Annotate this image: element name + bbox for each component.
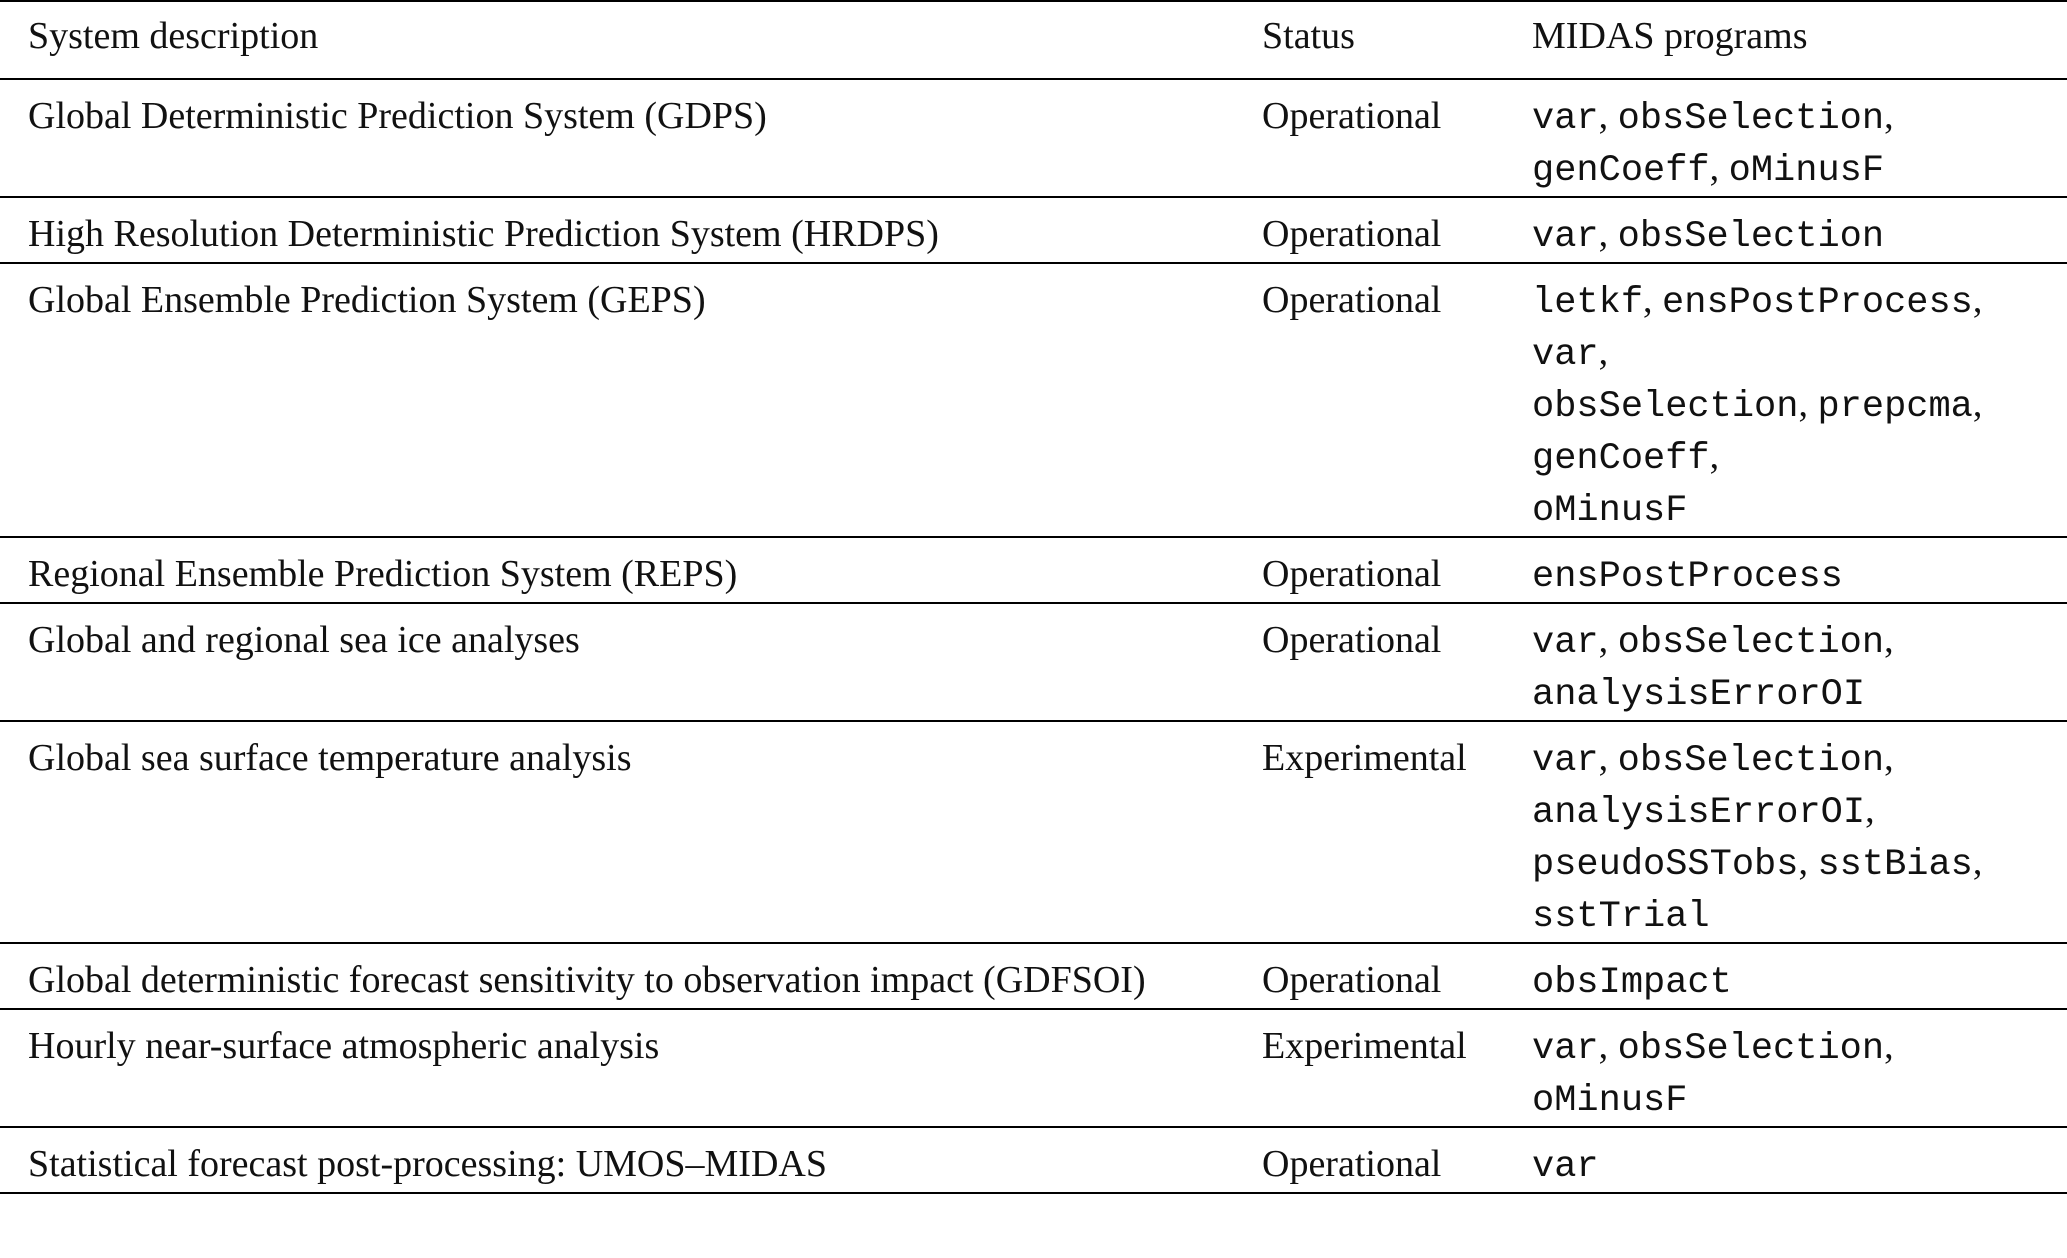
status-cell: Experimental — [1262, 721, 1532, 943]
table-row — [0, 1009, 2067, 1127]
program-separator: , — [1884, 95, 1894, 137]
midas-programs-cell — [1532, 943, 2067, 1009]
program-separator: , — [1643, 279, 1663, 321]
program-name: analysisErrorOI — [1532, 674, 1866, 716]
table-row — [0, 1127, 2067, 1193]
program-name: obsSelection — [1617, 98, 1885, 140]
program-line — [1532, 668, 2067, 720]
header-row — [0, 1, 2067, 79]
table-row — [0, 943, 2067, 1009]
program-separator: , — [1798, 383, 1818, 425]
table-row — [0, 721, 2067, 943]
program-line — [1532, 890, 2067, 942]
system-description-cell: Hourly near-surface atmospheric analysis — [0, 1009, 1262, 1127]
program-separator: , — [1709, 435, 1720, 477]
program-name: sstBias — [1817, 844, 1973, 886]
program-name: obsSelection — [1617, 740, 1885, 782]
system-description-cell: Regional Ensemble Prediction System (REPS) — [0, 537, 1262, 603]
program-line — [1532, 484, 2067, 536]
program-name: analysisErrorOI — [1532, 792, 1866, 834]
program-line — [1532, 210, 2067, 262]
program-separator: , — [1972, 383, 1983, 425]
program-separator: , — [1709, 147, 1729, 189]
system-description-cell: Global deterministic forecast sensitivity to observation impact (GDFSOI) — [0, 943, 1262, 1009]
status-cell: Operational — [1262, 263, 1532, 537]
status-cell: Operational — [1262, 1127, 1532, 1193]
table-header — [0, 1, 2067, 79]
program-name: oMinusF — [1532, 1080, 1688, 1122]
status-cell: Operational — [1262, 603, 1532, 721]
program-separator: , — [1972, 841, 1983, 883]
program-line — [1532, 838, 2067, 890]
program-separator: , — [1598, 331, 1609, 373]
program-line — [1532, 276, 2067, 328]
system-description-cell: Statistical forecast post-processing: UMOS–MIDAS — [0, 1127, 1262, 1193]
status-cell: Operational — [1262, 537, 1532, 603]
program-name: genCoeff — [1532, 438, 1710, 480]
midas-programs-cell — [1532, 537, 2067, 603]
system-description-cell: Global sea surface temperature analysis — [0, 721, 1262, 943]
midas-programs-cell — [1532, 263, 2067, 537]
program-name: obsSelection — [1532, 386, 1799, 428]
program-line — [1532, 432, 2067, 484]
program-line — [1532, 786, 2067, 838]
program-name: pseudoSSTobs — [1532, 844, 1799, 886]
program-separator: , — [1884, 619, 1894, 661]
program-name: var — [1532, 216, 1599, 258]
program-name: obsSelection — [1617, 1028, 1885, 1070]
program-separator: , — [1972, 279, 1983, 321]
program-name: var — [1532, 1146, 1599, 1188]
program-line — [1532, 1022, 2067, 1074]
program-line — [1532, 734, 2067, 786]
program-separator: , — [1884, 1025, 1894, 1067]
header-system-description: System description — [0, 1, 1262, 79]
program-separator: , — [1598, 213, 1618, 255]
program-name: var — [1532, 740, 1599, 782]
program-line — [1532, 144, 2067, 196]
program-name: var — [1532, 622, 1599, 664]
table-row — [0, 197, 2067, 263]
program-name: oMinusF — [1728, 150, 1885, 192]
program-line — [1532, 92, 2067, 144]
program-name: ensPostProcess — [1532, 556, 1843, 598]
system-description-cell: Global Ensemble Prediction System (GEPS) — [0, 263, 1262, 537]
program-name: var — [1532, 1028, 1599, 1070]
midas-programs-cell — [1532, 721, 2067, 943]
table-body — [0, 79, 2067, 1193]
program-separator: , — [1598, 619, 1618, 661]
program-name: sstTrial — [1532, 896, 1710, 938]
program-name: letkf — [1532, 282, 1644, 324]
program-line — [1532, 328, 2067, 380]
program-name: genCoeff — [1532, 150, 1710, 192]
system-description-cell: Global Deterministic Prediction System (GDPS) — [0, 79, 1262, 197]
program-line — [1532, 956, 2067, 1008]
program-line — [1532, 380, 2067, 432]
table-row — [0, 537, 2067, 603]
midas-programs-cell — [1532, 79, 2067, 197]
program-name: prepcma — [1817, 386, 1973, 428]
midas-programs-cell — [1532, 197, 2067, 263]
status-cell: Operational — [1262, 943, 1532, 1009]
program-separator: , — [1865, 789, 1875, 831]
program-line — [1532, 550, 2067, 602]
program-name: oMinusF — [1532, 490, 1688, 532]
status-cell: Operational — [1262, 197, 1532, 263]
header-midas-programs: MIDAS programs — [1532, 1, 2067, 79]
status-cell: Experimental — [1262, 1009, 1532, 1127]
program-name: obsSelection — [1617, 622, 1885, 664]
midas-programs-cell — [1532, 1127, 2067, 1193]
program-separator: , — [1884, 737, 1894, 779]
program-separator: , — [1798, 841, 1818, 883]
program-name: var — [1532, 334, 1599, 376]
table-row — [0, 79, 2067, 197]
program-separator: , — [1598, 95, 1618, 137]
status-cell: Operational — [1262, 79, 1532, 197]
program-line — [1532, 1140, 2067, 1192]
midas-programs-cell — [1532, 603, 2067, 721]
program-line — [1532, 616, 2067, 668]
header-status: Status — [1262, 1, 1532, 79]
table-row — [0, 263, 2067, 537]
system-description-cell: Global and regional sea ice analyses — [0, 603, 1262, 721]
program-name: var — [1532, 98, 1599, 140]
program-line — [1532, 1074, 2067, 1126]
program-name: obsSelection — [1617, 216, 1885, 258]
program-name: obsImpact — [1532, 962, 1732, 1004]
system-description-cell: High Resolution Deterministic Prediction System (HRDPS) — [0, 197, 1262, 263]
program-separator: , — [1598, 737, 1618, 779]
program-name: ensPostProcess — [1662, 282, 1973, 324]
program-separator: , — [1598, 1025, 1618, 1067]
table-row — [0, 603, 2067, 721]
midas-programs-cell — [1532, 1009, 2067, 1127]
